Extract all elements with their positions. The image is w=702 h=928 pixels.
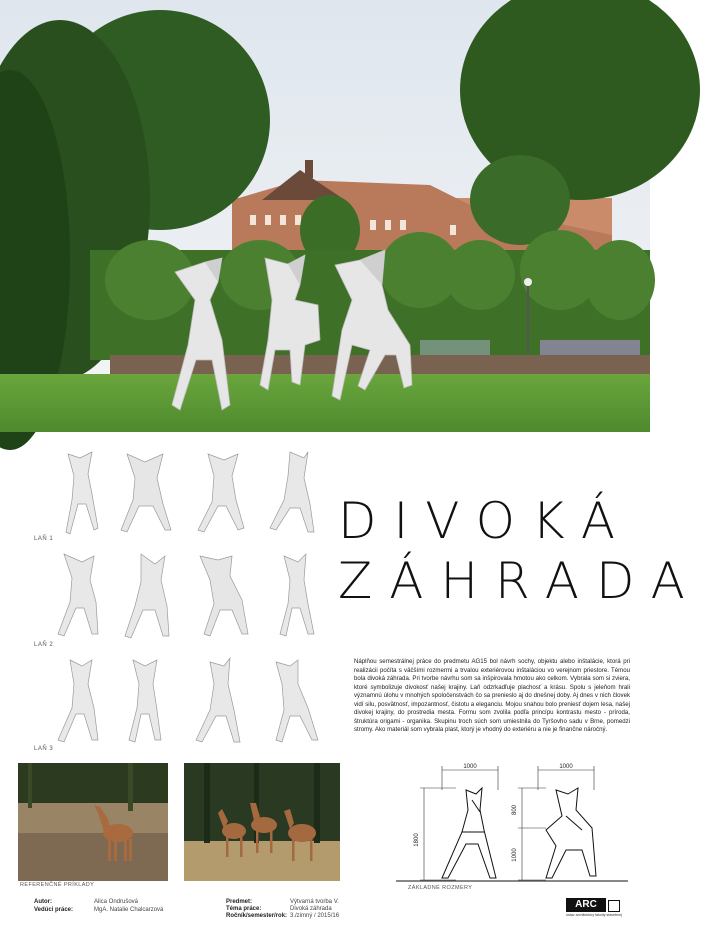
supervisor-value: MgA. Natalie Chalcarzová — [94, 907, 164, 913]
arc-logo — [566, 898, 624, 920]
logo-square-icon — [608, 900, 620, 912]
render-row2-view4 — [260, 550, 324, 642]
render-row2-view3 — [190, 550, 254, 642]
hero-photo — [0, 0, 650, 432]
author-label: Autor: — [34, 899, 52, 905]
reference-photo-1 — [18, 763, 168, 881]
render-row1-view2 — [113, 448, 177, 540]
dimensions-caption: ZÁKLADNÉ ROZMERY — [408, 885, 473, 891]
topic-label: Téma práce: — [226, 906, 262, 912]
subject-value: Výtvarná tvorba V. — [290, 899, 339, 905]
render-row1-label: LAŇ 1 — [34, 536, 54, 542]
year-value: 3./zimný / 2015/16 — [290, 913, 340, 919]
dimensions-drawing — [396, 760, 636, 890]
supervisor-label: Vedúci práce: — [34, 907, 74, 913]
render-row2-view2 — [113, 550, 177, 642]
logo-text: ARC — [566, 898, 606, 912]
dim-width-a: 1000 — [463, 764, 477, 770]
render-row3-view2 — [113, 654, 177, 746]
title-line2: ZÁHRADA — [338, 552, 702, 610]
subject-label: Predmet: — [226, 899, 253, 905]
title-line1: DIVOKÁ — [338, 492, 633, 550]
reference-photo-2 — [184, 763, 340, 881]
render-row3-view4 — [260, 654, 324, 746]
year-label: Ročník/semester/rok: — [226, 913, 288, 919]
author-value: Alica Ondrušová — [94, 899, 139, 905]
project-description: Náplňou semestrálnej práce do predmetu AG15 bol návrh sochy, objektu alebo inštalácie, ktorá pri realizácii počíta s väčšími rozmermi a trvalou exteriérovou inštaláciou vo verejnom priestore. Témou bola divoká záhrada. Pri tvorbe návrhu som sa inšpirovala hmotou ako celkom. Vybrala som si zviera, ktoré symbolizuje divokosť našej krajiny. Laň odzrkadľuje plachosť a krásu. Spolu s jeleňom hrali významnú úlohu v mnohých spoločenstvách čo sa prenieslo aj do dnešnej doby. Aj dnes v nich človek vidí silu, posvätnosť, impozantnosť, čistotu a eleganciu. Mojou snahou bolo preniesť dojem lesa, našej divokej krajiny, do prostredia mesta. Formu som zvolila podľa princípu kontrastu mesto - príroda, štruktúra origami - organika. Skupinu troch súch som umiestnila do Tyršovho sadu v Brne, pomedzi stromy. Ako materiál som vybrala plast, ktorý je vhodný do exteriéru a nie je finančne náročný. — [354, 658, 630, 733]
dim-width-b: 1000 — [559, 764, 573, 770]
render-grid — [0, 440, 340, 760]
dim-height-lower: 1000 — [512, 848, 518, 862]
render-row1-view3 — [190, 448, 254, 540]
render-row1-view4 — [260, 448, 324, 540]
render-row3-view1 — [48, 654, 112, 746]
render-row2-view1 — [48, 550, 112, 642]
topic-value: Divoká záhrada — [290, 906, 332, 912]
dim-height-upper: 800 — [512, 804, 518, 816]
render-row1-view1 — [48, 448, 112, 540]
logo-subtitle: ústav architektúry fakulty stavebnej — [566, 913, 622, 917]
render-row3-label: LAŇ 3 — [34, 746, 54, 752]
dim-height-total: 1800 — [414, 833, 420, 847]
references-caption: REFERENČNÉ PRÍKLADY — [20, 882, 95, 888]
render-row3-view3 — [190, 654, 254, 746]
render-row2-label: LAŇ 2 — [34, 642, 54, 648]
